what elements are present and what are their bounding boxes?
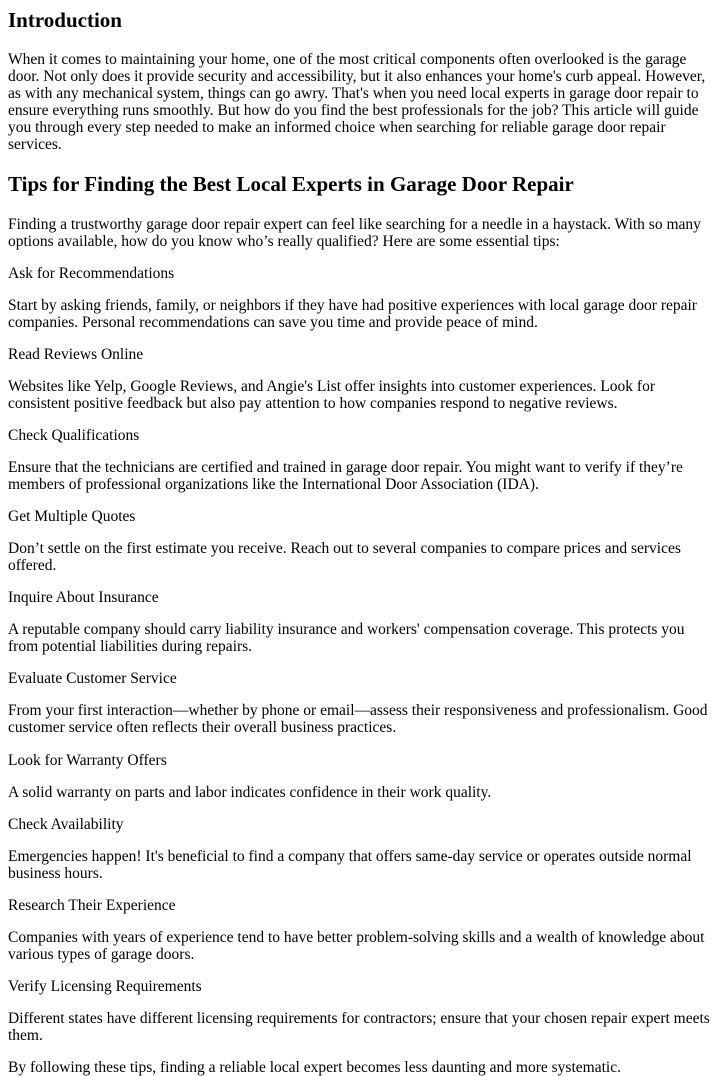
article xyxy=(0,8,720,1076)
tips-lead-paragraph: Finding a trustworthy garage door repair expert can feel like searching for a needle in a haystack. With so many options available, how do you know who’s really qualified? Here are some essential tips: xyxy=(8,215,701,250)
intro-paragraph: When it comes to maintaining your home, one of the most critical components often overlooked is the garage door. Not only does it provide security and accessibility, but it also enhances your home's curb appeal. However, as with any mechanical system, things can go awry. That's when you need local experts in garage door repair to ensure everything runs smoothly. But how do you find the best professionals for the job? This article will guide you through every step needed to make an informed choice when searching for reliable garage door repair services. xyxy=(8,51,706,154)
tip-text-customer-service: From your first interaction—whether by phone or email—assess their responsiveness and professionalism. Good customer service often reflects their overall business practices. xyxy=(8,702,708,737)
tip-text-experience: Companies with years of experience tend to have better problem-solving skills and a wealth of knowledge about various types of garage doors. xyxy=(8,928,705,963)
tip-title-qualifications: Check Qualifications xyxy=(8,426,140,444)
tip-text-qualifications: Ensure that the technicians are certified and trained in garage door repair. You might want to verify if they’re members of professional organizations like the International Door Association (IDA). xyxy=(8,458,683,494)
tip-title-quotes: Get Multiple Quotes xyxy=(8,508,136,526)
tip-title-customer-service: Evaluate Customer Service xyxy=(8,670,177,688)
tip-title-warranty: Look for Warranty Offers xyxy=(8,751,167,769)
tip-title-licensing: Verify Licensing Requirements xyxy=(8,977,202,995)
tip-text-insurance: A reputable company should carry liability insurance and workers' compensation coverage. This protects you from potential liabilities during repairs. xyxy=(8,621,685,656)
tip-text-recommendations: Start by asking friends, family, or neighbors if they have had positive experiences with local garage door repair companies. Personal recommendations can save you time and provide peace of mind. xyxy=(8,296,697,331)
tip-title-recommendations: Ask for Recommendations xyxy=(8,264,175,282)
tip-title-insurance: Inquire About Insurance xyxy=(8,589,159,607)
tip-text-quotes: Don’t settle on the first estimate you receive. Reach out to several companies to compare prices and services offered. xyxy=(8,540,681,575)
tip-text-licensing: Different states have different licensing requirements for contractors; ensure that your chosen repair expert meets them. xyxy=(8,1009,710,1044)
tip-title-availability: Check Availability xyxy=(8,815,124,833)
tip-text-availability: Emergencies happen! It's beneficial to find a company that offers same-day service or operates outside normal business hours. xyxy=(8,847,692,882)
tip-text-reviews: Websites like Yelp, Google Reviews, and Angie's List offer insights into customer experiences. Look for consistent positive feedback but also pay attention to how companies respond to negative reviews. xyxy=(8,377,655,412)
tip-title-experience: Research Their Experience xyxy=(8,896,176,914)
intro-heading: Introduction xyxy=(8,8,122,32)
closing-paragraph: By following these tips, finding a reliable local expert becomes less daunting and more systematic. xyxy=(8,1059,621,1076)
tip-text-warranty: A solid warranty on parts and labor indicates confidence in their work quality. xyxy=(8,783,492,801)
tips-heading: Tips for Finding the Best Local Experts in Garage Door Repair xyxy=(8,172,574,197)
tip-title-reviews: Read Reviews Online xyxy=(8,345,144,363)
